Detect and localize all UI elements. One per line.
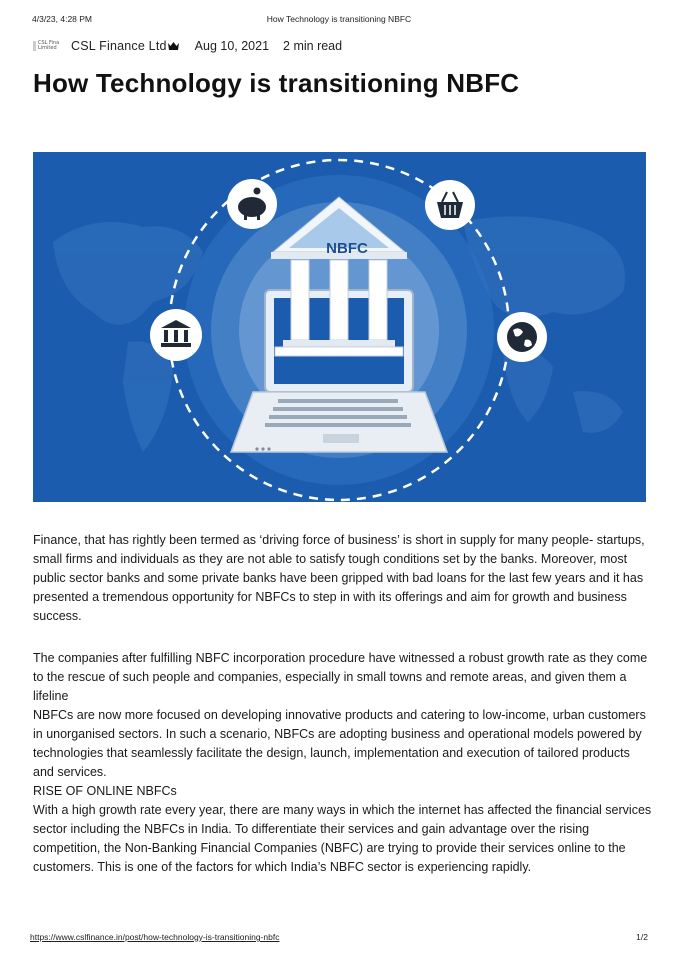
piggy-bank-icon	[227, 179, 277, 229]
article-body	[33, 649, 653, 877]
logo-text-line2: Limited	[38, 45, 57, 51]
read-time: 2 min read	[283, 39, 343, 53]
paragraph-1: Finance, that has rightly been termed as ‘driving force of business’ is short in supply for many people- startups, small firms and individuals as they are not able to satisfy tough conditions set by the banks. Moreover, most public sector banks and some private banks have been gripped with bad loans for the last few years and it has presented a tremendous opportunity for NBFCs to step in with its offerings and aim for growth and business success.	[33, 533, 645, 623]
paragraph-4: With a high growth rate every year, there are many ways in which the internet has affected the financial services sector including the NBFCs in India. To differentiate their services and gain advantage over the rising competition, the Non-Banking Financial Companies (NBFC) are trying to provide their services online to the customers. This is one of the factors for which India’s NBFC sector is experiencing rapidly.	[33, 803, 652, 874]
globe-icon	[497, 312, 547, 362]
print-timestamp: 4/3/23, 4:28 PM	[32, 14, 93, 24]
bank-icon	[150, 309, 202, 361]
company-logo[interactable]	[33, 38, 61, 54]
crown-icon	[168, 42, 179, 50]
post-date: Aug 10, 2021	[194, 39, 270, 53]
hero-image	[33, 152, 646, 502]
logo-mark	[33, 41, 36, 51]
article-title: How Technology is transitioning NBFC	[33, 68, 520, 98]
page-number: 1/2	[636, 932, 648, 942]
logo-text-line1: CSL Fina	[38, 39, 60, 46]
post-meta	[33, 38, 342, 54]
nbfc-label: NBFC	[326, 240, 368, 257]
shopping-basket-icon	[425, 180, 475, 230]
print-page-title: How Technology is transitioning NBFC	[266, 14, 412, 24]
paragraph-2: The companies after fulfilling NBFC incorporation procedure have witnessed a robust growth rate as they come to the rescue of such people and companies, especially in small towns and remote areas, and given them a lifeline	[33, 651, 648, 703]
page-url-link[interactable]: https://www.cslfinance.in/post/how-technology-is-transitioning-nbfc	[30, 932, 280, 942]
author-name[interactable]: CSL Finance Ltd	[71, 39, 167, 53]
paragraph-3: NBFCs are now more focused on developing innovative products and catering to low-income, urban customers in unorganised sectors. In such a scenario, NBFCs are adopting business and operational models powered by technologies that seamlessly facilitate the design, launch, implementation and execution of tailored products and services.	[33, 708, 646, 779]
section-heading: RISE OF ONLINE NBFCs	[33, 784, 177, 798]
